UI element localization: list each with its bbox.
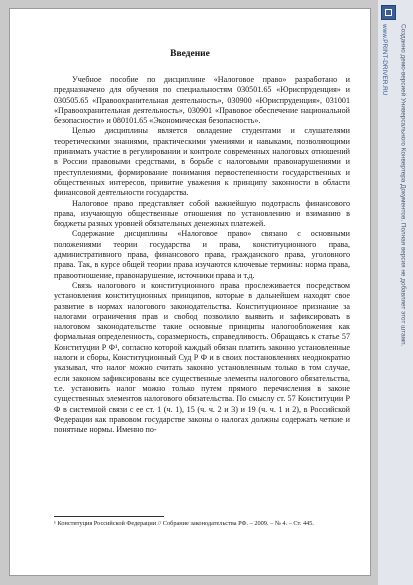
body-text xyxy=(54,75,350,435)
converter-logo-icon xyxy=(381,5,396,20)
paragraph-1: Учебное пособие по дисциплине «Налоговое право» разработано и предназначено для обучения по специальностям 030501.65 «Юриспруденция» и 030505.65 «Правоохранительная деятельность», 030900 «Юриспруденция», 031001 «Правоохранительная деятельность», 030901 «Правовое обеспечение национальной безопасности» и 080101.65 «Экономическая безопасность». xyxy=(54,75,350,126)
converter-stamp-sidebar xyxy=(378,0,413,585)
converter-website-link[interactable]: www.PRINT-DRIVER.RU xyxy=(381,24,388,96)
paragraph-3: Налоговое право представляет собой важнейшую подотрасль финансового права, изучающую общественные отношения по установлению и взиманию в бюджеты разных уровней обязательных денежных платежей. xyxy=(54,198,350,229)
converter-demo-notice: Созданно демо-версией Универсального Конвертера Документов. Полная версия не добавляет этот штамп. xyxy=(399,24,407,347)
document-page xyxy=(9,8,371,576)
paragraph-2: Целью дисциплины является овладение студентами и слушателями теоретическими знаниями, практическими умениями и навыками, позволяющими принимать участие в регулировании и контроле современных налоговых отношений в России правовыми средствами, в борьбе с налоговыми правонарушениями и преступлениями, формирование понимания первостепенности государственных и общественных интересов, привитие уважения к принципу законности в области финансовой деятельности государства. xyxy=(54,126,350,198)
paragraph-4: Содержание дисциплины «Налоговое право» связано с основными положениями теории государства и права, конституционного права, административного права, финансового права, гражданского права, уголовного права. Так, в курсе общей теории права изучаются ключевые термины: норма права, правоотношение, правонарушение, источники права и т.д. xyxy=(54,229,350,280)
footnote-divider xyxy=(54,516,164,517)
page-heading: Введение xyxy=(170,49,210,59)
paragraph-5: Связь налогового и конституционного права прослеживается посредством установления конституционных принципов, которые в дальнейшем находят свое развитие в нормах налогового законодательства. Конституционное признание за налогами ограничения прав и свобод позволило выявить и зафиксировать в налоговом законодательстве такие основные принципы налогообложения как формальная определенность, соразмерность, справедливость. Обращаясь к статье 57 Конституции Р Ф¹, согласно которой каждый обязан платить законно установленные налоги и сборы, Конституционный Суд Р Ф и в своих постановлениях неоднократно указывал, что налог можно считать законно установленным только в том случае, если законом зафиксированы все существенные элементы налогового обязательства, т.е. установить налог можно только путем прямого перечисления в законе существенных элементов налогового обязательства. По смыслу ст. 57 Конституции Р Ф в системной связи с ее ст. 1 (ч. 1), 15 (ч. ч. 2 и 3) и 19 (ч. ч. 1 и 2), в Российской Федерации как правовом государстве законы о налогах должны содержать четкие и понятные нормы. Именно по- xyxy=(54,280,350,435)
footnote: ¹ Конституция Российской Федерации // Собрание законодательства РФ. – 2009. – № 4. – Ст. 445. xyxy=(54,520,314,527)
